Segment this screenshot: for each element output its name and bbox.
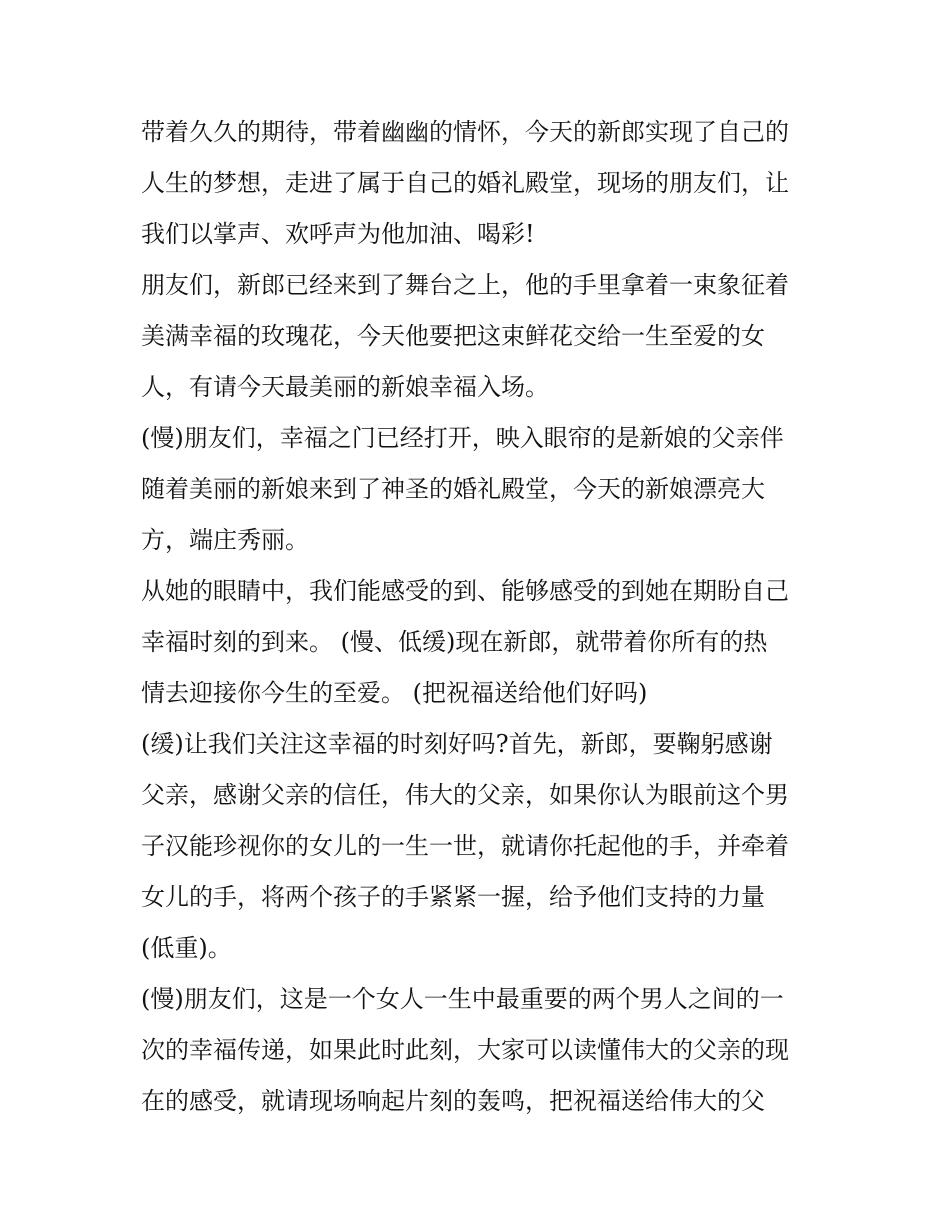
text-line: (慢)朋友们，幸福之门已经打开，映入眼帘的是新娘的父亲伴	[141, 424, 784, 452]
text-line: 父亲，感谢父亲的信任，伟大的父亲，如果你认为眼前这个男	[141, 781, 789, 809]
text-line: 美满幸福的玫瑰花，今天他要把这束鲜花交给一生至爱的女	[141, 322, 765, 350]
text-line: 幸福时刻的到来。 (慢、低缓)现在新郎，就带着你所有的热	[141, 628, 768, 656]
text-line: (低重)。	[141, 934, 232, 962]
text-line: 人生的梦想，走进了属于自己的婚礼殿堂，现场的朋友们，让	[141, 169, 789, 197]
text-line: 带着久久的期待，带着幽幽的情怀，今天的新郎实现了自己的	[141, 118, 789, 146]
text-line: 子汉能珍视你的女儿的一生一世，就请你托起他的手，并牵着	[141, 832, 789, 860]
text-line: (慢)朋友们，这是一个女人一生中最重要的两个男人之间的一	[141, 985, 784, 1013]
text-line: 情去迎接你今生的至爱。 (把祝福送给他们好吗)	[141, 679, 648, 707]
text-line: 我们以掌声、欢呼声为他加油、喝彩!	[141, 220, 535, 248]
text-line: 从她的眼睛中，我们能感受的到、能够感受的到她在期盼自己	[141, 577, 789, 605]
text-line: 朋友们，新郎已经来到了舞台之上，他的手里拿着一束象征着	[141, 271, 789, 299]
text-line: 随着美丽的新娘来到了神圣的婚礼殿堂，今天的新娘漂亮大	[141, 475, 765, 503]
text-line: 次的幸福传递，如果此时此刻，大家可以读懂伟大的父亲的现	[141, 1036, 789, 1064]
text-line: 方，端庄秀丽。	[141, 526, 309, 554]
text-line: 人，有请今天最美丽的新娘幸福入场。	[141, 373, 549, 401]
document-body	[141, 107, 821, 1127]
text-line: 在的感受，就请现场响起片刻的轰鸣，把祝福送给伟大的父	[141, 1087, 765, 1115]
text-line: 女儿的手，将两个孩子的手紧紧一握，给予他们支持的力量	[141, 883, 765, 911]
text-line: (缓)让我们关注这幸福的时刻好吗?首先，新郎，要鞠躬感谢	[141, 730, 773, 758]
